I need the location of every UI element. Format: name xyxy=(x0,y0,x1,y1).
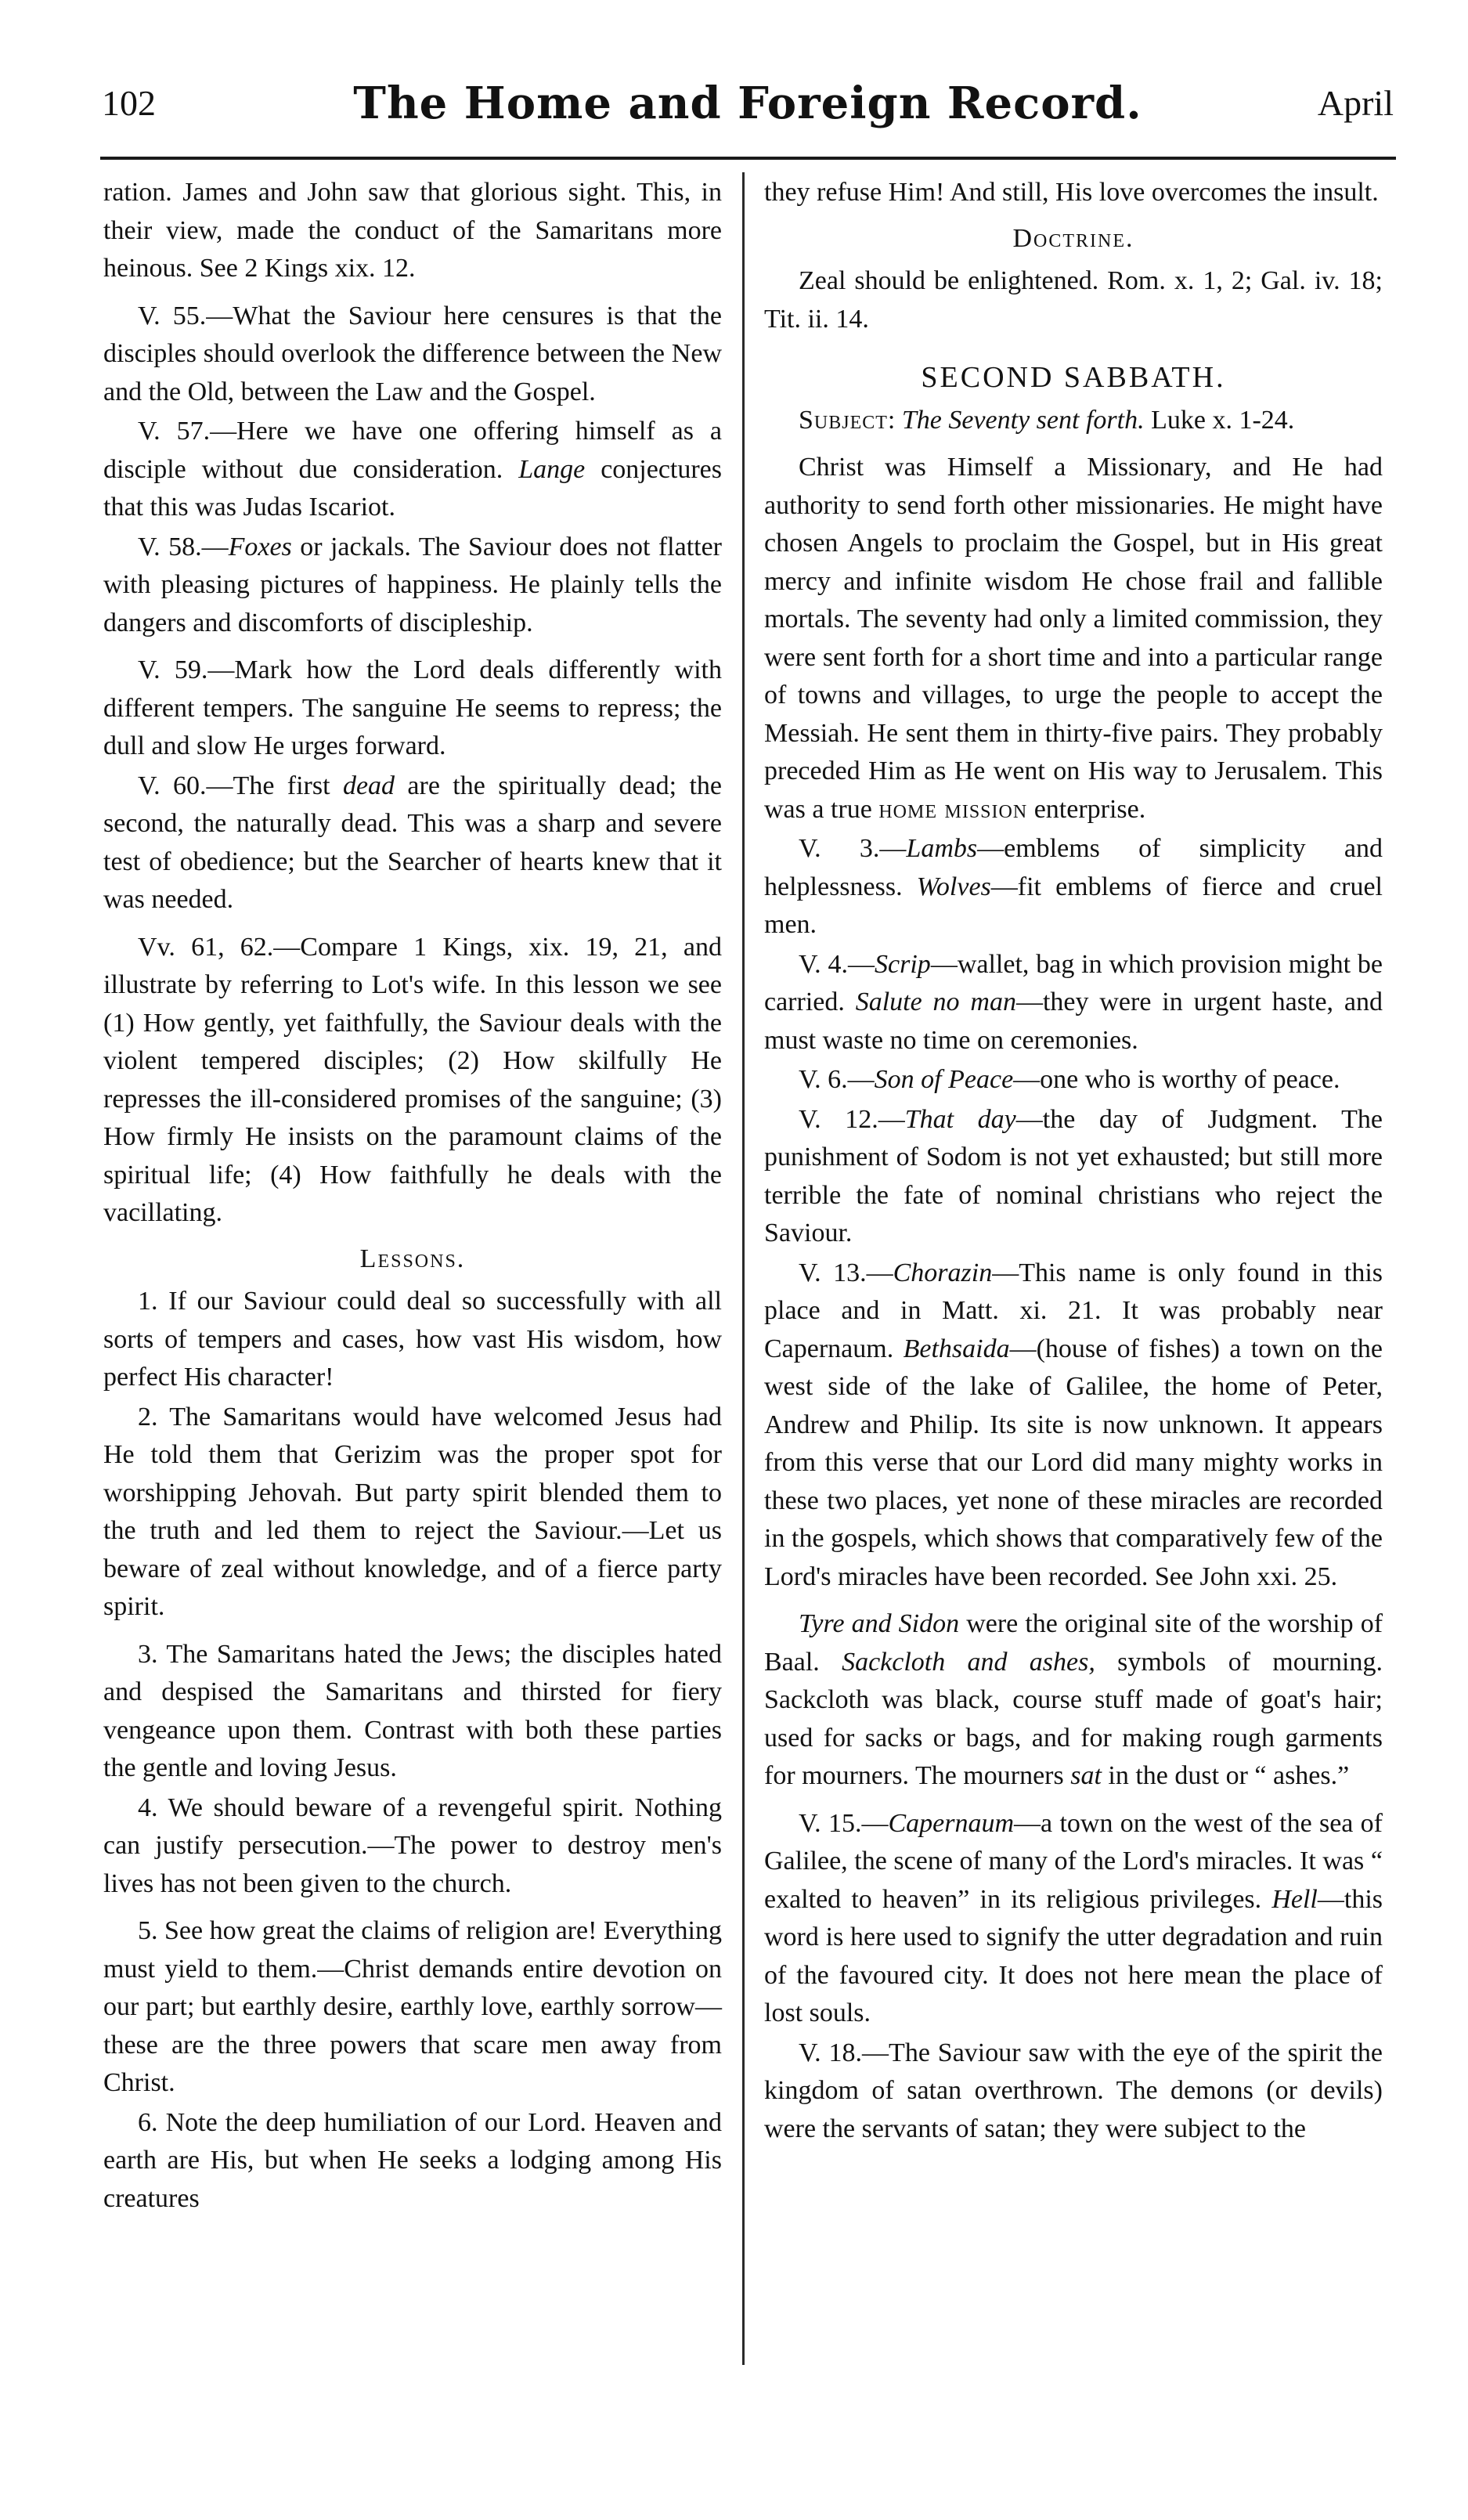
column-divider xyxy=(742,172,745,2365)
lesson-4: 4. We should beware of a revengeful spirit. Nothing can justify persecution.—The power to destroy men's lives has not been given to the church. xyxy=(103,1793,722,1898)
paragraph-v18: V. 18.—The Saviour saw with the eye of the spirit the kingdom of satan overthrown. The demons (or devils) were the servants of satan; they were subject to the xyxy=(764,2038,1383,2143)
doctrine-heading: Doctrine. xyxy=(1012,223,1134,253)
paragraph-v58: V. 58.—Foxes or jackals. The Saviour does not flatter with pleasing pictures of happiness. He plainly tells the dangers and discomforts of discipleship. xyxy=(103,532,722,637)
paragraph-v60: V. 60.—The first dead are the spiritually dead; the second, the naturally dead. This was a sharp and severe test of obedience; but the Searcher of hearts knew that it was needed. xyxy=(103,771,722,914)
journal-title: The Home and Foreign Record. xyxy=(353,78,1142,129)
paragraph-v4: V. 4.—Scrip—wallet, bag in which provision might be carried. Salute no man—they were in urgent haste, and must waste no time on ceremonies. xyxy=(764,949,1383,1055)
paragraph-v57: V. 57.—Here we have one offering himself as a disciple without due consideration. Lange conjectures that this was Judas Iscariot. xyxy=(103,417,723,522)
paragraph-v15: V. 15.—Capernaum—a town on the west of the sea of Galilee, the scene of many of the Lord's miracles. It was “ exalted to heaven” in its religious privileges. Hell—this word is here used to signify the utter degradation and ruin of the favoured city. It does not here mean the place of lost souls. xyxy=(764,1808,1383,2027)
header-rule xyxy=(100,157,1396,160)
issue-month: April xyxy=(1317,83,1394,123)
second-sabbath-heading: SECOND SABBATH. xyxy=(921,361,1226,394)
paragraph-tyre-sidon: Tyre and Sidon were the original site of the worship of Baal. Sackcloth and ashes, symbols of mourning. Sackcloth was black, course stuff made of goat's hair; used for sacks or bags, and for making rough garments for mourners. The mourners sat in the dust or “ ashes.” xyxy=(764,1609,1383,1790)
paragraph-v6: V. 6.—Son of Peace—one who is worthy of peace. xyxy=(799,1065,1340,1094)
paragraph-subject: Subject: The Seventy sent forth. Luke x. 1-24. xyxy=(799,405,1295,435)
paragraph-ration: ration. James and John saw that glorious sight. This, in their view, made the conduct of the Samaritans more heinous. See 2 Kings xix. 12. xyxy=(103,178,722,283)
left-column xyxy=(103,174,722,2219)
paragraph-v61-62: Vv. 61, 62.—Compare 1 Kings, xix. 19, 21, and illustrate by referring to Lot's wife. In this lesson we see (1) How gently, yet faithfully, the Saviour deals with the violent tempered disciples; (2) How skilfully He represses the ill-considered promises of the sanguine; (3) How firmly He insists on the paramount claims of the spiritual life; (4) How faithfully he deals with the vacillating. xyxy=(103,932,722,1227)
lesson-2: 2. The Samaritans would have welcomed Jesus had He told them that Gerizim was the proper spot for worshipping Jehovah. But party spirit blended them to the truth and led them to reject the Saviour.—Let us beware of zeal without knowledge, and of a fierce party spirit. xyxy=(103,1402,722,1621)
right-column xyxy=(764,174,1383,2150)
paragraph-doctrine: Zeal should be enlightened. Rom. x. 1, 2; Gal. iv. 18; Tit. ii. 14. xyxy=(764,266,1383,334)
paragraph-continuation: they refuse Him! And still, His love overcomes the insult. xyxy=(764,178,1379,207)
page-number: 102 xyxy=(102,83,156,123)
lesson-3: 3. The Samaritans hated the Jews; the disciples hated and despised the Samaritans and thirsted for fiery vengeance upon them. Contrast with both these parties the gentle and loving Jesus. xyxy=(103,1639,722,1782)
paragraph-v59: V. 59.—Mark how the Lord deals differently with different tempers. The sanguine He seems to repress; the dull and slow He urges forward. xyxy=(103,655,722,760)
lessons-heading: Lessons. xyxy=(359,1244,466,1273)
paragraph-christ-missionary: Christ was Himself a Missionary, and He had authority to send forth other missionaries. He might have chosen Angels to proclaim the Gospel, but in His great mercy and infinite wisdom He chose frail and fallible mortals. The seventy had only a limited commission, they were sent forth for a short time and into a particular range of towns and villages, to urge the people to accept the Messiah. He sent them in thirty-five pairs. They probably preceded Him as He went on His way to Jerusalem. This was a true home mission enterprise. xyxy=(764,453,1383,824)
paragraph-v12: V. 12.—That day—the day of Judgment. The punishment of Sodom is not yet exhausted; but still more terrible the fate of nominal christians who reject the Saviour. xyxy=(764,1104,1383,1247)
paragraph-v13: V. 13.—Chorazin—This name is only found in this place and in Matt. xi. 21. It was probably near Capernaum. Bethsaida—(house of fishes) a town on the west side of the lake of Galilee, the home of Peter, Andrew and Philip. Its site is now unknown. It appears from this verse that our Lord did many mighty works in these two places, yet none of these miracles are recorded in the gospels, which shows that comparatively few of the Lord's miracles have been recorded. See John xxi. 25. xyxy=(764,1258,1383,1591)
paragraph-v3: V. 3.—Lambs—emblems of simplicity and helplessness. Wolves—fit emblems of fierce and cruel men. xyxy=(764,834,1383,939)
paragraph-v55: V. 55.—What the Saviour here censures is that the disciples should overlook the difference between the New and the Old, between the Law and the Gospel. xyxy=(103,301,722,406)
lesson-5: 5. See how great the claims of religion are! Everything must yield to them.—Christ demands entire devotion on our part; but earthly desire, earthly love, earthly sorrow—these are the three powers that scare men away from Christ. xyxy=(103,1916,722,2097)
page-header xyxy=(102,78,1394,145)
lesson-6: 6. Note the deep humiliation of our Lord. Heaven and earth are His, but when He seeks a lodging among His creatures xyxy=(103,2107,722,2213)
lesson-1: 1. If our Saviour could deal so successfully with all sorts of tempers and cases, how vast His wisdom, how perfect His character! xyxy=(103,1287,722,1392)
